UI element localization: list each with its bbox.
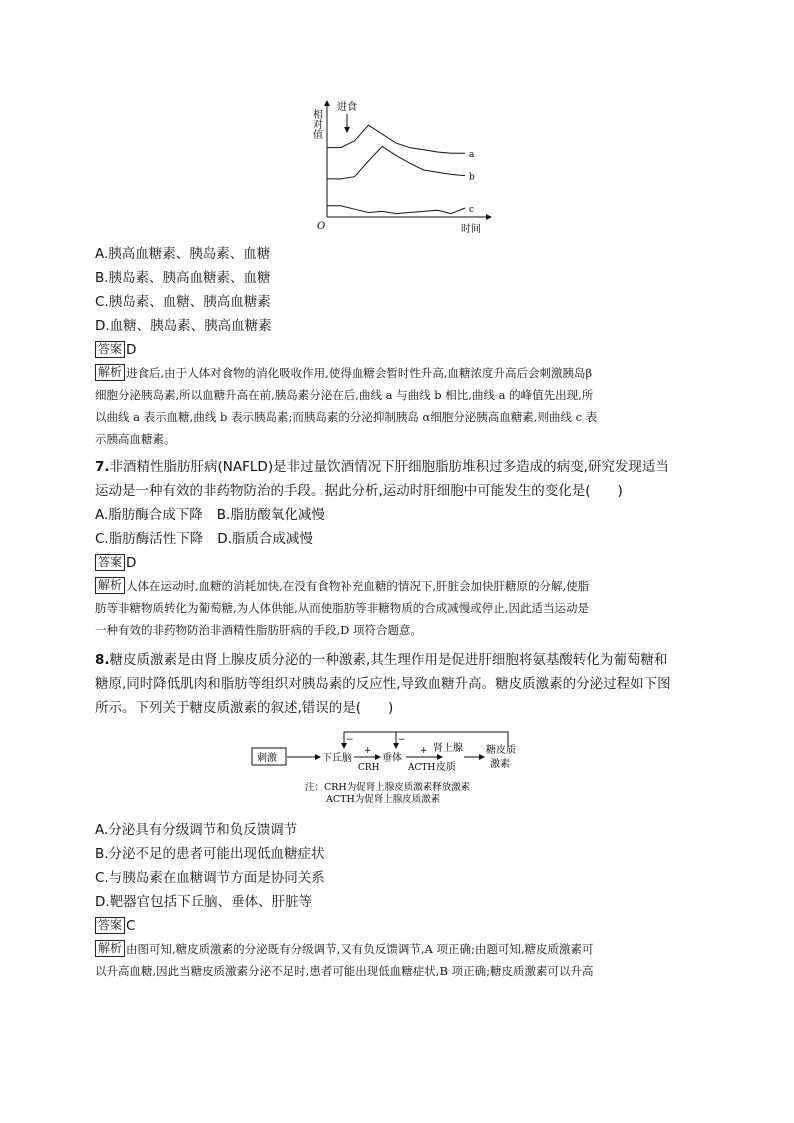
expl-line: 一种有效的非药物防治非酒精性脂肪肝病的手段,D 项符合题意。 <box>95 623 423 637</box>
q6-option-c[interactable]: C.胰岛素、血糖、胰高血糖素 <box>95 294 271 310</box>
answer-tag: 答案 <box>95 917 125 934</box>
q7-options-row <box>95 527 705 551</box>
adrenal-label-1: 肾上腺 <box>433 743 463 754</box>
q8-stem-line: 所示。下列关于糖皮质激素的叙述,错误的是( ) <box>95 700 394 716</box>
feedback-minus-2: − <box>398 735 406 745</box>
q7-options-row <box>95 503 705 527</box>
hypothalamus-label: 下丘脑 <box>322 753 352 764</box>
q6-explanation <box>95 362 705 450</box>
q7-stem-line: 运动是一种有效的非药物防治的手段。据此分析,运动时肝细胞中可能发生的变化是( ) <box>95 483 623 499</box>
question-number: 8. <box>95 652 110 668</box>
series-line-b <box>327 146 465 179</box>
q6-option-a[interactable]: A.胰高血糖素、胰岛素、血糖 <box>95 246 271 262</box>
q7-option-b[interactable]: B.脂肪酸氧化减慢 <box>216 507 325 523</box>
q8-stem-line: 8.糖皮质激素是由肾上腺皮质分泌的一种激素,其生理作用是促进肝细胞将氨基酸转化为葡萄糖和 <box>95 652 668 668</box>
q7-option-a[interactable]: A.脂肪酶合成下降 <box>95 507 203 523</box>
series-label-a: a <box>469 150 475 161</box>
acth-plus: + <box>420 746 428 756</box>
answer-value: D <box>126 342 137 358</box>
expl-line: 由图可知,糖皮质激素的分泌既有分级调节,又有负反馈调节,A 项正确;由题可知,糖皮质激素可 <box>126 942 594 956</box>
q7-answer <box>95 551 705 575</box>
q8-option-c[interactable]: C.与胰岛素在血糖调节方面是协同关系 <box>95 870 325 886</box>
gc-label-2: 激素 <box>490 759 510 770</box>
expl-line: 进食后,由于人体对食物的消化吸收作用,使得血糖会暂时性升高,血糖浓度升高后会刺激胰岛β <box>126 366 593 380</box>
answer-value: D <box>126 555 137 571</box>
explanation-tag: 解析 <box>95 577 125 594</box>
q7-stem-line: 7.非酒精性脂肪肝病(NAFLD)是非过量饮酒情况下肝细胞脂肪堆积过多造成的病变,研究发现适当 <box>95 459 669 475</box>
stimulus-label: 刺激 <box>257 753 277 764</box>
q8-explanation <box>95 938 705 982</box>
q8-stem <box>95 648 705 720</box>
q6-option-b[interactable]: B.胰岛素、胰高血糖素、血糖 <box>95 270 271 286</box>
expl-line: 细胞分泌胰岛素,所以血糖升高在前,胰岛素分泌在后,曲线 a 与曲线 b 相比,曲线 a 的峰值先出现,所 <box>95 388 594 402</box>
q6-block <box>95 242 705 450</box>
expl-line: 以升高血糖,因此当糖皮质激素分泌不足时,患者可能出现低血糖症状,B 项正确;糖皮质激素可以升高 <box>95 964 594 978</box>
pituitary-label: 垂体 <box>382 753 402 764</box>
feeding-annotation: 进食 <box>337 102 357 113</box>
series-line-c <box>327 206 465 214</box>
series-label-b: b <box>469 172 475 183</box>
adrenal-label-2: 皮质 <box>436 762 456 773</box>
q6-option-d[interactable]: D.血糖、胰岛素、胰高血糖素 <box>95 318 272 334</box>
gc-label-1: 糖皮质 <box>486 745 516 756</box>
q7-option-c[interactable]: C.脂肪酶活性下降 <box>95 531 204 547</box>
expl-line: 肪等非糖物质转化为葡萄糖,为人体供能,从而使脂肪等非糖物质的合成减慢或停止,因此适当运动是 <box>95 601 589 615</box>
series-line-a <box>327 125 465 153</box>
y-axis-label: 相对值 <box>310 109 322 139</box>
crh-label: CRH <box>358 763 380 773</box>
diagram-note-2: ACTH为促肾上腺皮质激素 <box>326 794 441 805</box>
x-axis-label: 时间 <box>461 224 481 235</box>
q8-option-d[interactable]: D.靶器官包括下丘脑、垂体、肝脏等 <box>95 894 313 910</box>
origin-label: O <box>317 221 326 232</box>
explanation-tag: 解析 <box>95 940 125 957</box>
answer-tag: 答案 <box>95 554 125 571</box>
expl-line: 以曲线 a 表示血糖,曲线 b 表示胰岛素;而胰岛素的分泌抑制胰岛 α细胞分泌胰高血糖素,则曲线 c 表 <box>95 410 598 424</box>
explanation-tag: 解析 <box>95 364 125 381</box>
acth-label: ACTH <box>408 763 436 773</box>
q8-option-b[interactable]: B.分泌不足的患者可能出现低血糖症状 <box>95 846 325 862</box>
q8-block <box>95 818 705 982</box>
diagram-note-1: 注：CRH为促肾上腺皮质激素释放激素 <box>305 782 471 793</box>
glucose-line-chart <box>305 95 500 240</box>
series-label-c: c <box>469 205 475 216</box>
expl-line: 人体在运动时,血糖的消耗加快,在没有食物补充血糖的情况下,肝脏会加快肝糖原的分解,使脂 <box>126 579 590 593</box>
feedback-minus-1: − <box>346 735 354 745</box>
glucocorticoid-diagram <box>250 730 550 805</box>
q7-explanation <box>95 575 705 641</box>
q6-answer <box>95 338 705 362</box>
q7-option-d[interactable]: D.脂质合成减慢 <box>217 531 313 547</box>
q8-answer <box>95 914 705 938</box>
answer-tag: 答案 <box>95 341 125 358</box>
question-number: 7. <box>95 459 110 475</box>
q7-block <box>95 455 705 641</box>
answer-value: C <box>126 918 136 934</box>
q8-stem-line: 糖原,同时降低肌肉和脂肪等组织对胰岛素的反应性,导致血糖升高。糖皮质激素的分泌过程如下图 <box>95 676 671 692</box>
q8-option-a[interactable]: A.分泌具有分级调节和负反馈调节 <box>95 822 298 838</box>
expl-line: 示胰高血糖素。 <box>95 432 176 446</box>
crh-plus: + <box>364 746 372 756</box>
series-layer <box>327 125 475 215</box>
